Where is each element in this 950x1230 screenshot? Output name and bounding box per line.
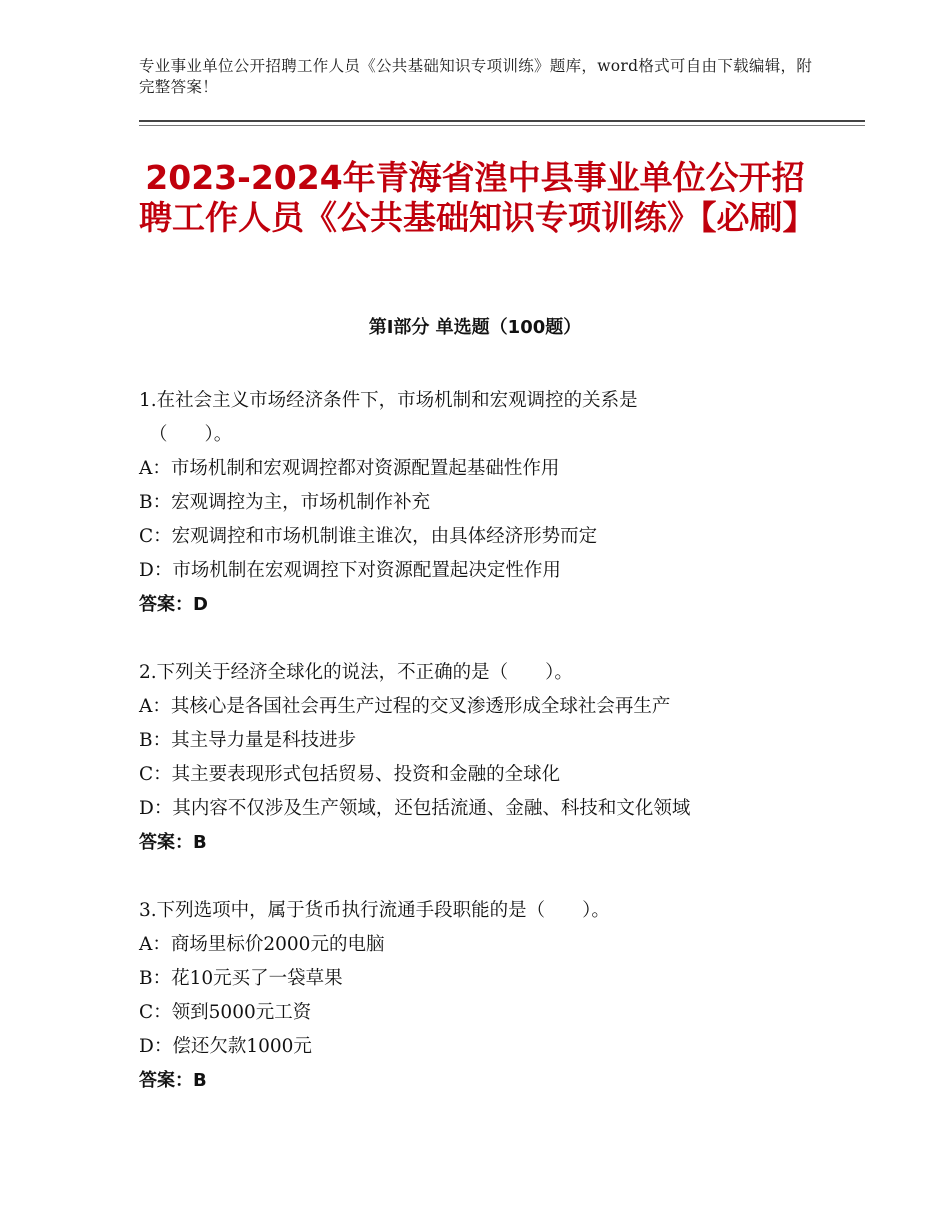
answer: 答案：B [139, 832, 207, 853]
document-title: 2023-2024年青海省湟中县事业单位公开招聘工作人员《公共基础知识专项训练》【必刷】 [139, 158, 816, 237]
option-c: C：宏观调控和市场机制谁主谁次，由具体经济形势而定 [139, 526, 598, 547]
option-d: D：其内容不仅涉及生产领域，还包括流通、金融、科技和文化领域 [139, 798, 691, 819]
option-d: D：市场机制在宏观调控下对资源配置起决定性作用 [139, 560, 561, 581]
question-3 [139, 894, 819, 1098]
section-title: 第Ⅰ部分 单选题（100题） [368, 317, 582, 338]
question-1 [139, 384, 819, 622]
answer: 答案：B [139, 1070, 207, 1091]
header-divider-thick [139, 120, 865, 122]
question-2 [139, 656, 819, 860]
option-a: A：市场机制和宏观调控都对资源配置起基础性作用 [139, 458, 560, 479]
header-divider-thin [139, 125, 865, 126]
question-stem: 1.在社会主义市场经济条件下，市场机制和宏观调控的关系是 [139, 390, 638, 411]
header-note: 专业事业单位公开招聘工作人员《公共基础知识专项训练》题库，word格式可自由下载编辑，附完整答案！ [139, 57, 813, 96]
question-list [139, 384, 819, 1132]
option-c: C：领到5000元工资 [139, 1002, 312, 1023]
option-b: B：宏观调控为主，市场机制作补充 [139, 492, 431, 513]
question-stem: 3.下列选项中，属于货币执行流通手段职能的是（ ）。 [139, 900, 610, 921]
question-stem: 2.下列关于经济全球化的说法，不正确的是（ ）。 [139, 662, 573, 683]
option-b: B：花10元买了一袋草果 [139, 968, 343, 989]
option-a: A：商场里标价2000元的电脑 [139, 934, 385, 955]
option-c: C：其主要表现形式包括贸易、投资和金融的全球化 [139, 764, 561, 785]
answer: 答案：D [139, 594, 208, 615]
option-a: A：其核心是各国社会再生产过程的交叉渗透形成全球社会再生产 [139, 696, 671, 717]
question-stem-continuation: （ ）。 [149, 424, 233, 445]
option-b: B：其主导力量是科技进步 [139, 730, 357, 751]
option-d: D：偿还欠款1000元 [139, 1036, 312, 1057]
